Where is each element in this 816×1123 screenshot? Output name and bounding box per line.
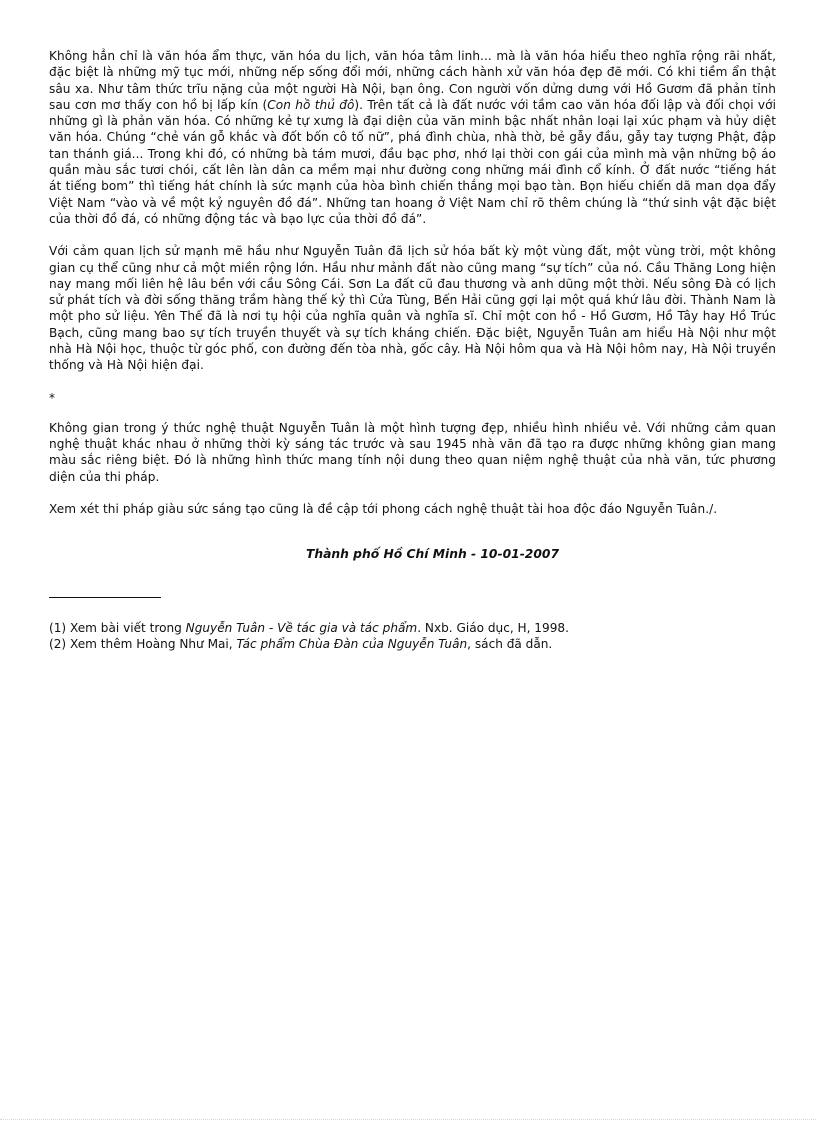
paragraph-conclusion: Xem xét thi pháp giàu sức sáng tạo cũng là đề cập tới phong cách nghệ thuật tài hoa độc đáo Nguyễn Tuân./. <box>49 501 718 516</box>
paragraph-culture-text: Không hẳn chỉ là văn hóa ẩm thực, văn hóa du lịch, văn hóa tâm linh... mà là văn hóa hiểu theo nghĩa rộng rãi nhất, đặc biệt là những mỹ tục mới, những nếp sống đổi mới, những cách hành xử văn hóa đẹp đẽ mới. Có khi tiềm ẩn thật sâu xa. Như tâm thức trĩu nặng của một người Hà Nội, bạn ông. Con người vốn dửng dưng với Hồ Gươm đã phản tỉnh sau cơn mơ thấy con hồ bị lấp kín ( <box>49 49 776 112</box>
footnotes <box>49 620 776 652</box>
footnote-1-title: Nguyễn Tuân - Về tác gia và tác phẩm <box>185 621 418 636</box>
place-date-signature: Thành phố Hồ Chí Minh - 10-01-2007 <box>305 547 560 562</box>
footnote-1-prefix: (1) Xem bài viết trong <box>49 621 186 636</box>
paragraph-culture-text-rest: ). Trên tất cả là đất nước với tầm cao văn hóa đối lập và đối chọi với những gì là phản văn hóa. Có những kẻ tự xưng là đại diện của văn minh bậc nhất nhân loại lại xúc phạm và hủy diệt văn hóa. Chúng “chẻ ván gỗ khắc và đốt bốn cô tố nữ”, phá đình chùa, nhà thờ, bẻ gẫy đầu, gẫy tay tượng Phật, đập tan thánh giá... Trong khi đó, có những bà tám mươi, đầu bạc phơ, nhớ lại thời con gái của mình mà vận những bộ áo quần màu sắc tươi chói, cất lên làn dân ca mềm mại như đường cong những mái đình cổ kính. Ở đất nước “tiếng hát át tiếng bom” thì tiếng hát chính là sức mạnh của hòa bình chiến thắng mọi bạo tàn. Bọn hiếu chiến dã man dọa đẩy Việt Nam “vào và về một kỷ nguyên đồ đá”. Những tan hoang ở Việt Nam chỉ rõ thêm chúng là “thứ sinh vật đặc biệt của thời đồ đá, có những động tác và bạo lực của thời đồ đá”. <box>49 97 776 226</box>
footnote-2-title: Tác phẩm Chùa Đàn của Nguyễn Tuân <box>236 637 468 652</box>
paragraph-culture <box>49 48 776 227</box>
footnote-1 <box>49 620 776 636</box>
page-bottom-border <box>0 1119 816 1120</box>
paragraph-space: Không gian trong ý thức nghệ thuật Nguyễn Tuân là một hình tượng đẹp, nhiều hình nhiều vẻ. Với những cảm quan nghệ thuật khác nhau ở những thời kỳ sáng tác trước và sau 1945 nhà văn đã tạo ra được những không gian mang màu sắc riêng biệt. Đó là những hình thức mang tính nội dung theo quan niệm nghệ thuật của nhà văn, tức phương diện của thi pháp. <box>49 420 776 484</box>
book-title-italic: Con hồ thủ đô <box>267 97 355 112</box>
section-separator: * <box>49 390 55 405</box>
footnote-2-prefix: (2) Xem thêm Hoàng Như Mai, <box>49 637 237 652</box>
footnote-2-suffix: , sách đã dẫn. <box>467 637 553 652</box>
footnote-divider <box>49 597 161 598</box>
paragraph-history: Với cảm quan lịch sử mạnh mẽ hầu như Nguyễn Tuân đã lịch sử hóa bất kỳ một vùng đất, một vùng trời, một không gian cụ thể cũng như cả một miền rộng lớn. Hầu như mảnh đất nào cũng mang “sự tích” của nó. Cầu Thăng Long hiện nay mang mối liên hệ lâu bền với cầu Sông Cái. Sơn La đất cũ đau thương và anh dũng một thời. Nếu sông Đà có lịch sử phát tích và đời sống thăng trầm hàng thế kỷ thì Cửa Tùng, Bến Hải cũng gợi lại một quá khứ lâu đời. Thành Nam là một pho sử liệu. Yên Thế đã là nơi tụ hội của nghĩa quân và nghĩa sĩ. Chỉ một con hồ - Hồ Gươm, Hồ Tây hay Hồ Trúc Bạch, cũng mang bao sự tích truyền thuyết và sự tích kháng chiến. Đặc biệt, Nguyễn Tuân am hiểu Hà Nội như một nhà Hà Nội học, thuộc từ góc phố, con đường đến tòa nhà, gốc cây. Hà Nội hôm qua và Hà Nội hôm nay, Hà Nội truyền thống và Hà Nội hiện đại. <box>49 244 776 373</box>
footnote-1-suffix: . Nxb. Giáo dục, H, 1998. <box>417 621 569 636</box>
footnote-2 <box>49 636 776 652</box>
